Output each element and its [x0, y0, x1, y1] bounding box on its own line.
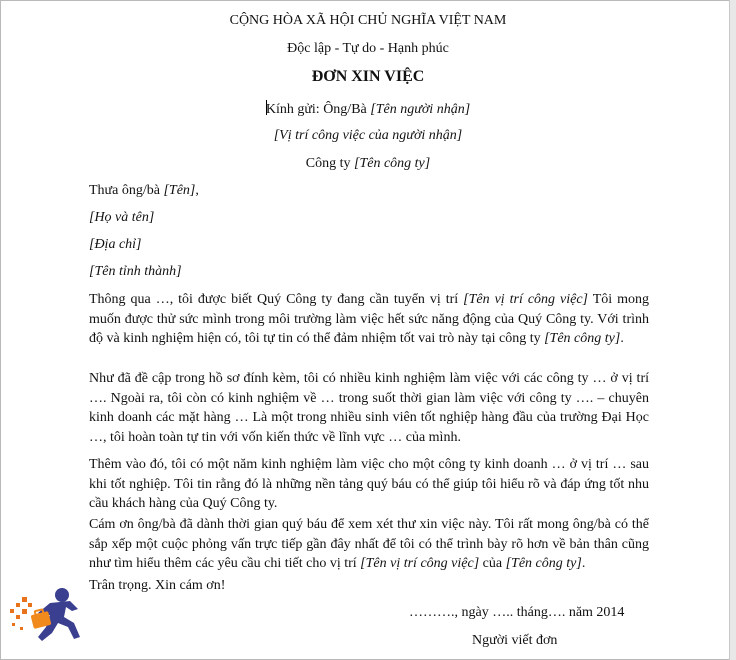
- greeting-suffix: ,: [195, 183, 199, 198]
- p1-text-a: Thông qua …, tôi được biết Quý Công ty đang cần tuyển vị trí: [89, 292, 464, 307]
- sender-city: [89, 264, 182, 280]
- company-prefix: Công ty: [305, 156, 354, 171]
- recipient-company: [0, 156, 736, 172]
- p1-company-placeholder[interactable]: [Tên công ty]: [544, 331, 621, 346]
- greeting: [89, 183, 199, 199]
- page-edge: [729, 0, 736, 660]
- paragraph-1: [89, 290, 649, 349]
- p4-position-placeholder[interactable]: [Tên vị trí công việc]: [360, 556, 480, 571]
- country-header: CỘNG HÒA XÃ HỘI CHỦ NGHĨA VIỆT NAM: [229, 13, 507, 28]
- recipient-line: [0, 100, 736, 118]
- p1-text-c: Tôi mong muốn được thử sức mình trong môi trường làm việc hết sức năng động của Quý Công ty. Với trình độ và kinh nghiệm hiện có, tôi tự tin có thể đảm nhiệm tốt vai trò này tại công ty: [89, 292, 649, 346]
- sender-fullname-text[interactable]: [Họ và tên]: [89, 210, 155, 225]
- paragraph-2: Như đã đề cập trong hồ sơ đính kèm, tôi có nhiều kinh nghiệm làm việc với các công ty … ở vị trí …. Ngoài ra, tôi còn có kinh nghiệm về … trong suốt thời gian làm việc với công ty …. – chuyên kinh doanh các mặt hàng … Là một trong nhiều sinh viên tốt nghiệp hàng đầu của trường Đại Học …, tôi hoàn toàn tự tin với vốn kiến thức về lĩnh vực … của mình.: [89, 371, 649, 445]
- document-title: ĐƠN XIN VIỆC: [311, 68, 425, 85]
- recipient-company-name[interactable]: [Tên công ty]: [354, 156, 431, 171]
- sender-address: [89, 237, 142, 253]
- motto: Độc lập - Tự do - Hạnh phúc: [287, 41, 449, 56]
- p4-text-a: Cám ơn ông/bà đã dành thời gian quý báu để xem xét thư xin việc này. Tôi rất mong ông/bà có thể sắp xếp một cuộc phỏng vấn trực tiếp gần đây nhất để tôi có thể trình bày rõ hơn về bản thân cũng như tìm hiểu thêm các yêu cầu chi tiết cho vị trí: [89, 517, 649, 571]
- date-line: ………., ngày ….. tháng…. năm 2014: [409, 605, 625, 620]
- greeting-prefix: Thưa ông/bà: [89, 183, 164, 198]
- sender-fullname: [89, 210, 154, 226]
- p4-text-e: .: [581, 556, 586, 571]
- paragraph-4: [89, 515, 649, 574]
- recipient-position: [0, 128, 736, 144]
- paragraph-3: Thêm vào đó, tôi có một năm kinh nghiệm làm việc cho một công ty kinh doanh … ở vị trí … sau khi tốt nghiệp. Tôi tin rằng đó là những nền tảng quý báu có thể giúp tôi hiểu rõ và đáp ứng tốt nhu cầu khách hàng của Quý Công ty.: [89, 457, 649, 511]
- sender-address-text[interactable]: [Địa chỉ]: [89, 237, 142, 252]
- p1-text-e: .: [620, 331, 624, 346]
- p1-position-placeholder[interactable]: [Tên vị trí công việc]: [463, 292, 588, 307]
- recipient-prefix: Kính gửi: Ông/Bà: [265, 102, 371, 117]
- recipient-position-text[interactable]: [Vị trí công việc của người nhận]: [273, 128, 463, 143]
- running-man-logo-icon: [8, 587, 88, 649]
- p4-text-c: của: [479, 556, 506, 571]
- recipient-name[interactable]: [Tên người nhận]: [370, 102, 471, 117]
- sender-city-text[interactable]: [Tên tỉnh thành]: [89, 264, 182, 279]
- greeting-name[interactable]: [Tên]: [163, 183, 196, 198]
- closing: Trân trọng. Xin cám ơn!: [89, 578, 226, 593]
- signer-label: Người viết đơn: [472, 633, 558, 648]
- p4-company-placeholder[interactable]: [Tên công ty]: [505, 556, 582, 571]
